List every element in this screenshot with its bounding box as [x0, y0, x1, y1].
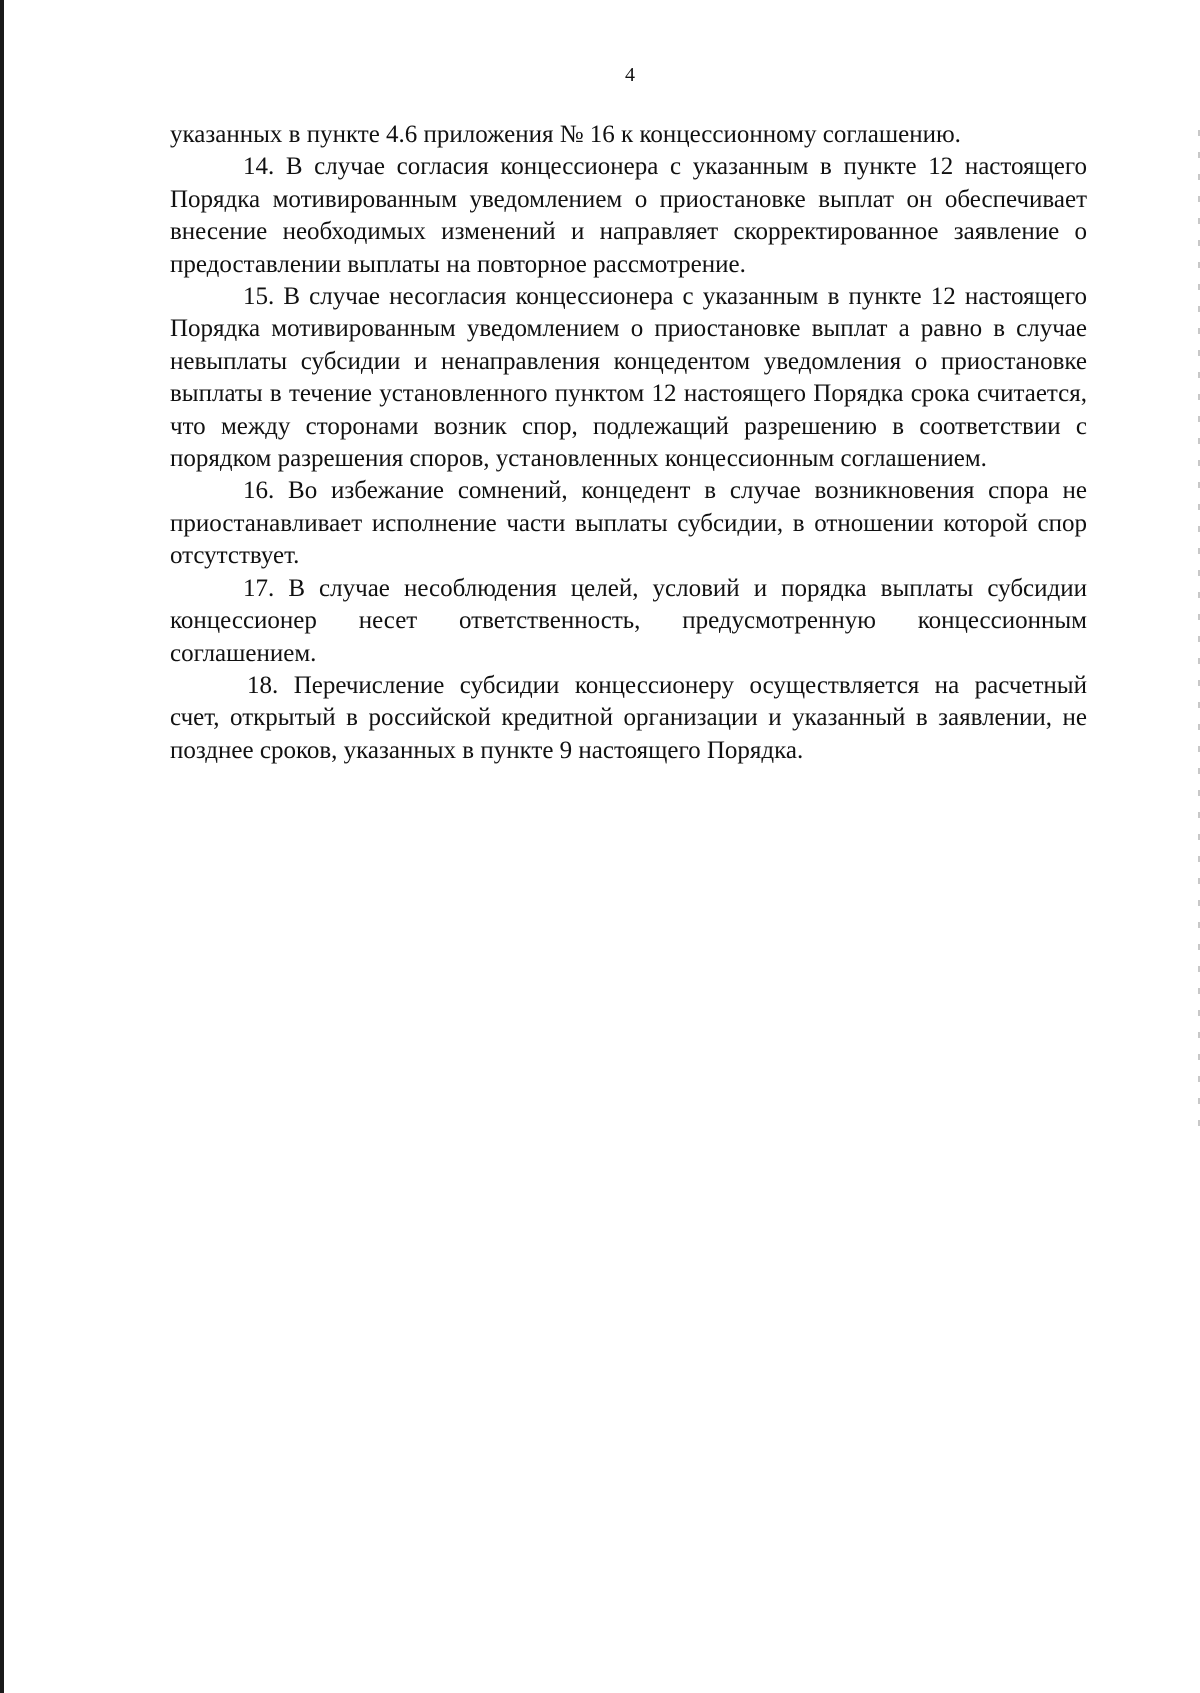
paragraph-16: 16. Во избежание сомнений, концедент в случае возникновения спора не приостанавливает исполнение части выплаты субсидии, в отношении которой спор отсутствует.	[170, 477, 1087, 570]
paragraph-continuation: указанных в пункте 4.6 приложения № 16 к концессионному соглашению.	[170, 121, 961, 148]
paragraph-15: 15. В случае несогласия концессионера с указанным в пункте 12 настоящего Порядка мотивированным уведомлением о приостановке выплат а равно в случае невыплаты субсидии и ненаправления концедентом уведомления о приостановке выплаты в течение установленного пунктом 12 настоящего Порядка срока считается, что между сторонами возник спор, подлежащий разрешению в соответствии с порядком разрешения споров, установленных концессионным соглашением.	[170, 283, 1087, 473]
scan-left-edge	[0, 0, 4, 1693]
paragraph-17: 17. В случае несоблюдения целей, условий и порядка выплаты субсидии концессионер несет ответственность, предусмотренную концессионным соглашением.	[170, 574, 1087, 667]
paragraph-14: 14. В случае согласия концессионера с указанным в пункте 12 настоящего Порядка мотивированным уведомлением о приостановке выплат он обеспечивает внесение необходимых изменений и направляет скорректированное заявление о предоставлении выплаты на повторное рассмотрение.	[170, 153, 1087, 278]
document-body	[170, 119, 1087, 767]
page-number: 4	[625, 64, 635, 86]
paragraph-18: 18. Перечисление субсидии концессионеру осуществляется на расчетный счет, открытый в российской кредитной организации и указанный в заявлении, не позднее сроков, указанных в пункте 9 настоящего Порядка.	[170, 671, 1087, 764]
